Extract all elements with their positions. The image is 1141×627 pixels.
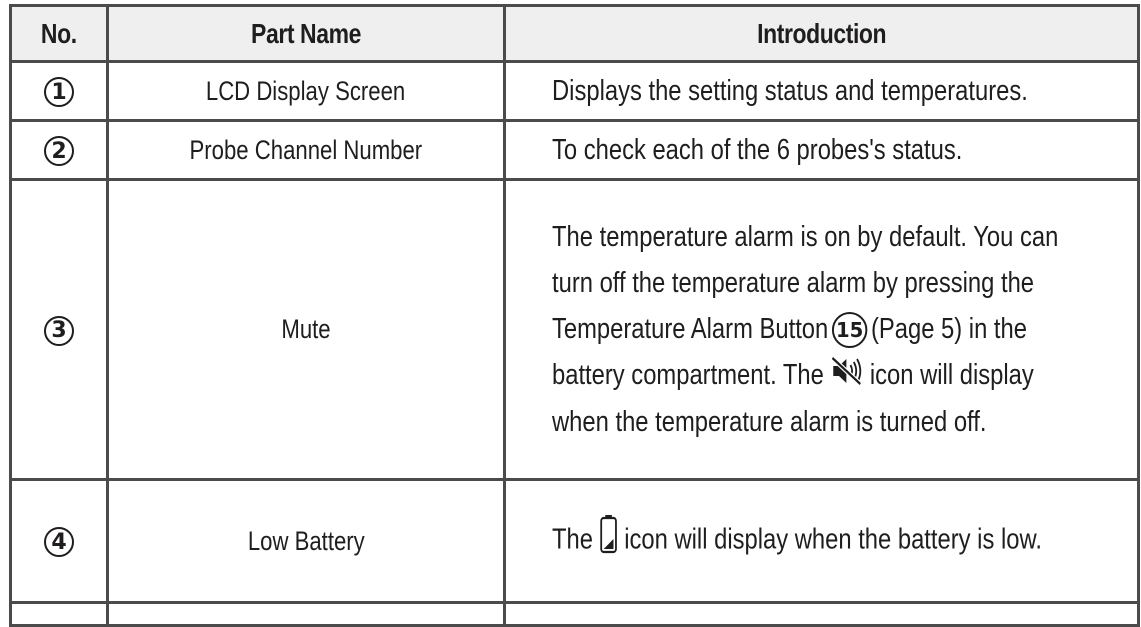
table-row	[11, 62, 1139, 121]
circled-number: 1	[44, 77, 74, 107]
low-battery-icon	[600, 514, 618, 568]
part-name-cell: LCD Display Screen	[108, 62, 505, 121]
mute-speaker-icon	[830, 353, 863, 399]
table-row	[11, 180, 1139, 480]
row-number-cell	[11, 121, 108, 180]
circled-number: 3	[44, 316, 74, 346]
table-row	[11, 121, 1139, 180]
header-no: No.	[11, 6, 108, 62]
header-introduction: Introduction	[505, 6, 1139, 62]
table-header-row	[11, 6, 1139, 62]
part-name-cell: Mute	[108, 180, 505, 480]
circled-reference-number: 15	[832, 312, 867, 348]
row-number-cell	[11, 480, 108, 603]
table-row	[11, 480, 1139, 603]
introduction-cell: The temperature alarm is on by default. You can turn off the temperature alarm by pressing the Temperature Alarm Button 15 (Page 5) in the battery compartment. The icon will display when the temperature alarm is turned off.	[505, 180, 1139, 480]
row-number-cell	[11, 180, 108, 480]
part-name-cell: Low Battery	[108, 480, 505, 603]
row-number-cell	[11, 62, 108, 121]
table-row-partial	[11, 603, 1139, 626]
introduction-cell: Displays the setting status and temperatures.	[505, 62, 1139, 121]
header-part-name: Part Name	[108, 6, 505, 62]
circled-number: 2	[44, 136, 74, 166]
part-name-cell: Probe Channel Number	[108, 121, 505, 180]
circled-number: 4	[44, 527, 74, 557]
parts-table	[9, 4, 1140, 627]
introduction-cell: To check each of the 6 probes's status.	[505, 121, 1139, 180]
introduction-cell: The icon will display when the battery is low.	[505, 480, 1139, 603]
